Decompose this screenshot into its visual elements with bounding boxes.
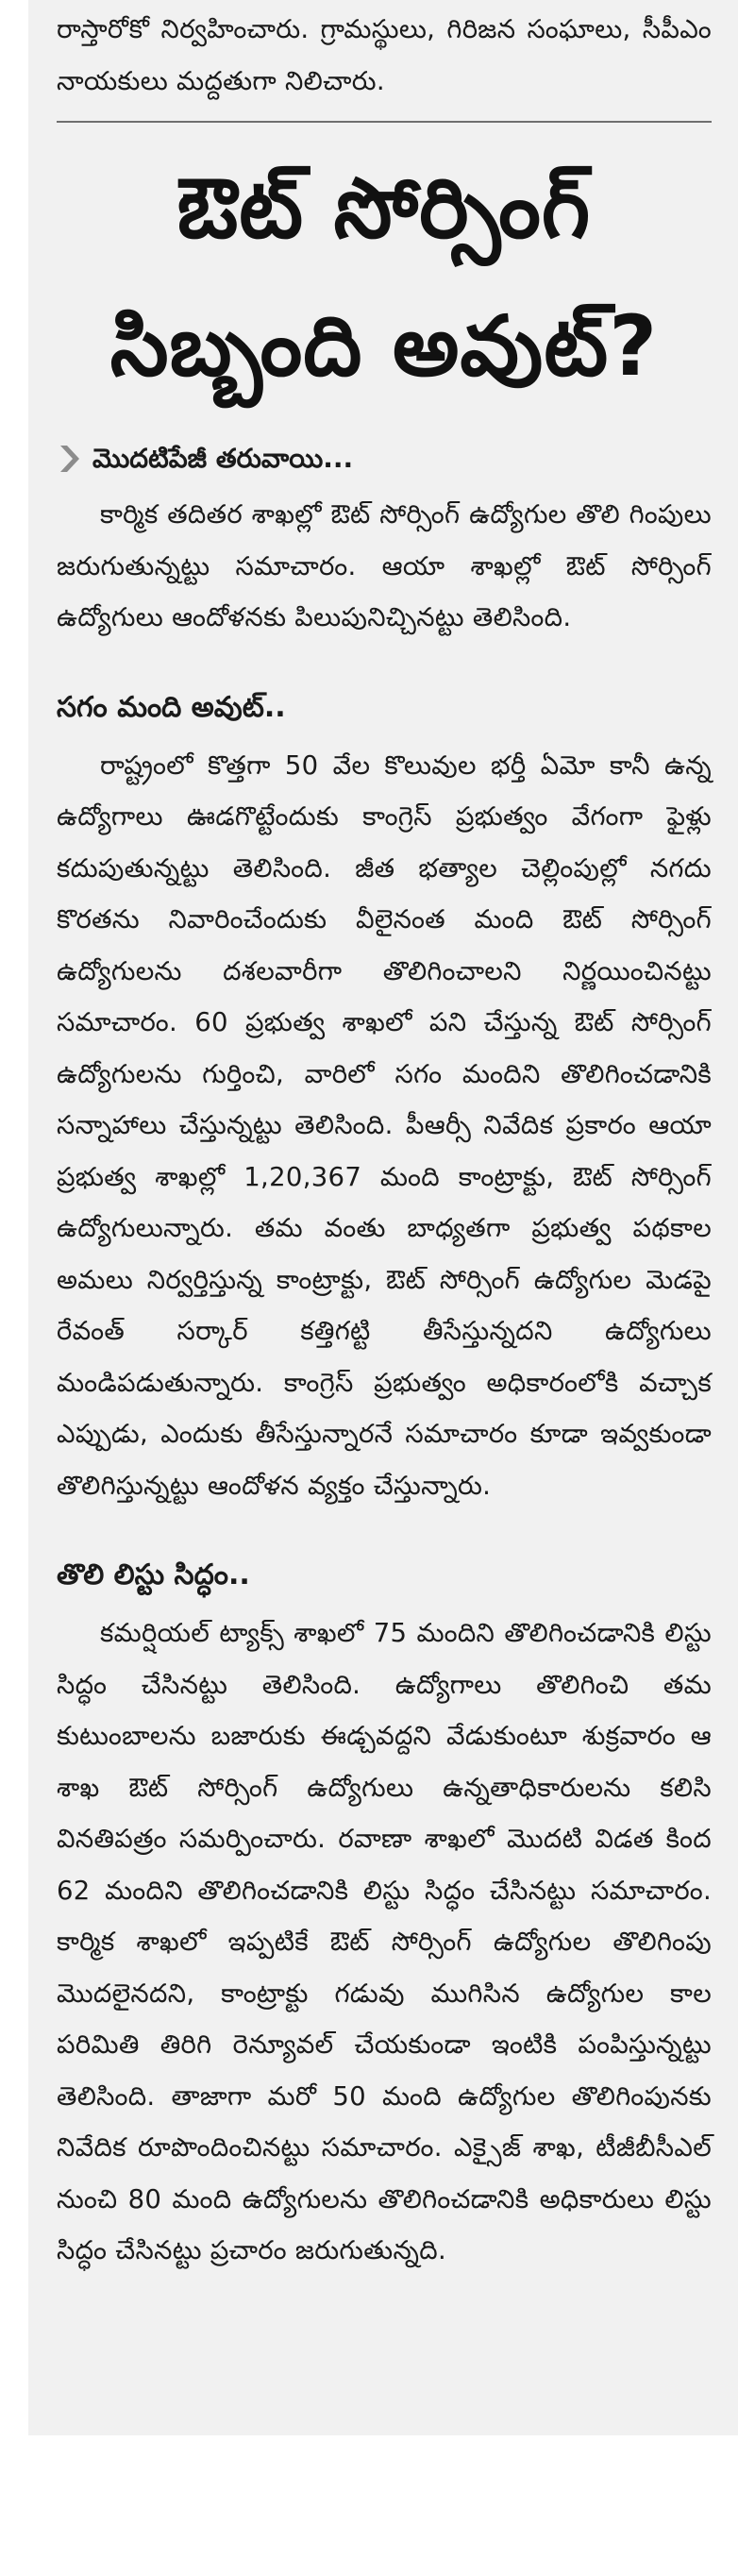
section-body-first-list: కమర్షియల్ ట్యాక్స్ శాఖలో 75 మందిని తొలిగించడానికి లిస్టు సిద్ధం చేసినట్టు తెలిసింది. ఉద్యోగాలు తొలిగించి తమ కుటుంబాలను బజారుకు ఈడ్చవద్దని వేడుకుంటూ శుక్రవారం ఆ శాఖ ఔట్ సోర్సింగ్ ఉద్యోగులు ఉన్నతాధికారులను కలిసి వినతిపత్రం సమర్పించారు. రవాణా శాఖలో మొదటి విడత కింద 62 మందిని తొలిగించడానికి లిస్టు సిద్ధం చేసినట్టు సమాచారం. కార్మిక శాఖలో ఇప్పటికే ఔట్ సోర్సింగ్ ఉద్యోగుల తొలిగింపు మొదలైనదని, కాంట్రాక్టు గడువు ముగిసిన ఉద్యోగుల కాల పరిమితి తిరిగి రెన్యూవల్ చేయకుండా ఇంటికి పంపిస్తున్నట్టు తెలిసింది. తాజాగా మరో 50 మంది ఉద్యోగుల తొలిగింపునకు నివేదిక రూపొందించినట్టు సమాచారం. ఎక్సైజ్ శాఖ, టీజీబీసీఎల్ నుంచి 80 మంది ఉద్యోగులను తొలిగించడానికి అధికారులు లిస్టు సిద్ధం చేసినట్టు ప్రచారం జరుగుతున్నది. xyxy=(57,1618,712,2265)
section-body-half-out: రాష్ట్రంలో కొత్తగా 50 వేల కొలువుల భర్తీ ఏమో కానీ ఉన్న ఉద్యోగాలు ఊడగొట్టేందుకు కాంగ్రెస్ ప్రభుత్వం వేగంగా ఫైళ్లు కదుపుతున్నట్టు తెలిసింది. జీత భత్యాల చెల్లింపుల్లో నగదు కొరతను నివారించేందుకు వీలైనంత మంది ఔట్ సోర్సింగ్ ఉద్యోగులను దశలవారీగా తొలిగించాలని నిర్ణయించినట్టు సమాచారం. 60 ప్రభుత్వ శాఖలో పని చేస్తున్న ఔట్ సోర్సింగ్ ఉద్యోగులను గుర్తించి, వారిలో సగం మందిని తొలిగించడానికి సన్నాహాలు చేస్తున్నట్టు తెలిసింది. పీఆర్సీ నివేదిక ప్రకారం ఆయా ప్రభుత్వ శాఖల్లో 1,20,367 మంది కాంట్రాక్టు, ఔట్ సోర్సింగ్ ఉద్యోగులున్నారు. తమ వంతు బాధ్యతగా ప్రభుత్వ పథకాల అమలు నిర్వర్తిస్తున్న కాంట్రాక్టు, ఔట్ సోర్సింగ్ ఉద్యోగుల మెడపై రేవంత్ సర్కార్ కత్తిగట్టి తీసేస్తున్నదని ఉద్యోగులు మండిపడుతున్నారు. కాంగ్రెస్ ప్రభుత్వం అధికారంలోకి వచ్చాక ఎప్పుడు, ఎందుకు తీసేస్తున్నారనే సమాచారం కూడా ఇవ్వకుండా తొలిగిస్తున్నట్టు ఆందోళన వ్యక్తం చేస్తున్నారు. xyxy=(57,749,712,1501)
article-divider xyxy=(57,121,712,123)
previous-article-tail: రాస్తారోకో నిర్వహించారు. గ్రామస్థులు, గిరిజన సంఘాలు, సీపీఎం నాయకులు మద్దతుగా నిలిచారు. xyxy=(57,14,712,96)
headline-line-2: సిబ్బంది అవుట్? xyxy=(109,297,659,395)
section-heading-first-list: తొలి లిస్టు సిద్ధం.. xyxy=(57,1558,250,1591)
headline-line-1: ఔట్ సోర్సింగ్ xyxy=(176,160,592,257)
newspaper-clipping xyxy=(28,0,738,2435)
headline xyxy=(57,140,712,415)
chevron-right-icon xyxy=(57,443,83,475)
section-heading-half-out: సగం మంది అవుట్.. xyxy=(57,690,286,724)
continued-from-front-page xyxy=(57,440,712,478)
intro-paragraph: కార్మిక తదితర శాఖల్లో ఔట్ సోర్సింగ్ ఉద్యోగుల తొలి గింపులు జరుగుతున్నట్టు సమాచారం. ఆయా శాఖల్లో ఔట్ సోర్సింగ్ ఉద్యోగులు ఆందోళనకు పిలుపునిచ్చినట్టు తెలిసింది. xyxy=(57,499,712,632)
continued-label: మొదటిపేజీ తరువాయి... xyxy=(92,443,354,474)
